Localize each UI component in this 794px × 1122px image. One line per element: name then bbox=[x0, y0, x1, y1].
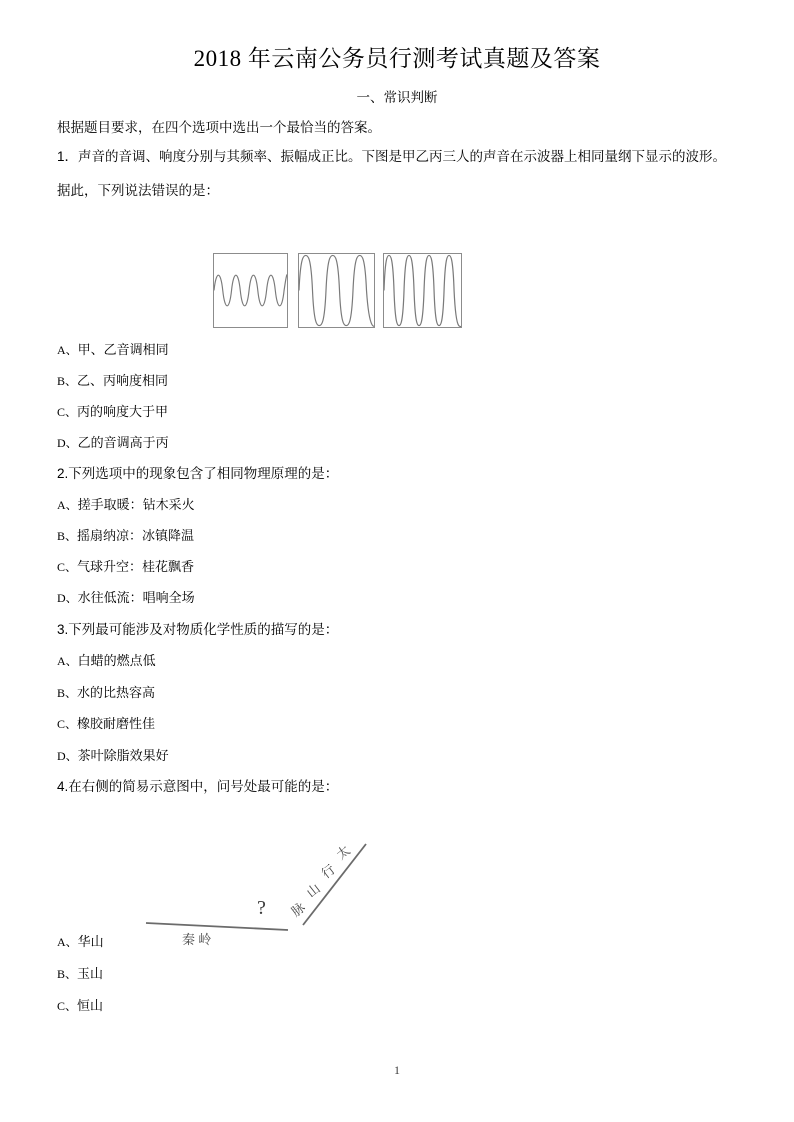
option-key: B、 bbox=[57, 686, 78, 700]
question-3-option-c bbox=[57, 714, 155, 734]
taihang-label-char: 脉 bbox=[288, 899, 308, 920]
waveform-box-bing bbox=[383, 253, 462, 328]
option-key: A、 bbox=[57, 343, 78, 357]
question-2-option-b bbox=[57, 526, 194, 546]
question-1-stem-line-1: 1．声音的音调、响度分别与其频率、振幅成正比。下图是甲乙丙三人的声音在示波器上相同量纲下显示的波形。 bbox=[57, 149, 727, 164]
question-4-option-b bbox=[57, 964, 103, 984]
option-text: 乙、丙响度相同 bbox=[77, 373, 169, 388]
question-1-option-b bbox=[57, 371, 168, 391]
instruction-text: 根据题目要求，在四个选项中选出一个最恰当的答案。 bbox=[57, 120, 381, 135]
option-text: 茶叶除脂效果好 bbox=[77, 748, 169, 763]
question-1-option-d bbox=[57, 433, 169, 453]
question-1-stem-line-2: 据此，下列说法错误的是： bbox=[57, 183, 219, 198]
option-key: B、 bbox=[57, 374, 78, 388]
question-1-option-a bbox=[57, 340, 169, 360]
option-key: C、 bbox=[57, 999, 78, 1013]
option-key: D、 bbox=[57, 591, 78, 605]
question-4-option-c bbox=[57, 996, 103, 1016]
question-3-option-b bbox=[57, 683, 155, 703]
option-text: 摇扇纳凉：冰镇降温 bbox=[77, 528, 195, 543]
document-title: 2018 年云南公务员行测考试真题及答案 bbox=[193, 46, 601, 71]
qinling-line bbox=[146, 923, 288, 930]
question-4-option-a bbox=[57, 932, 104, 952]
option-key: D、 bbox=[57, 436, 78, 450]
option-key: B、 bbox=[57, 967, 78, 981]
question-4-stem: 4.在右侧的简易示意图中，问号处最可能的是： bbox=[57, 779, 339, 794]
option-text: 丙的响度大于甲 bbox=[77, 404, 169, 419]
option-key: A、 bbox=[57, 935, 78, 949]
question-2-stem: 2.下列选项中的现象包含了相同物理原理的是： bbox=[57, 466, 339, 481]
taihang-label-group bbox=[288, 843, 352, 920]
taihang-label-char: 太 bbox=[333, 842, 353, 863]
option-key: B、 bbox=[57, 529, 78, 543]
question-mark-label: ? bbox=[257, 897, 266, 919]
option-text: 搓手取暖：钻木采火 bbox=[77, 497, 195, 512]
mountain-map-figure bbox=[140, 830, 390, 950]
qinling-label: 秦 岭 bbox=[182, 932, 212, 947]
option-text: 白蜡的燃点低 bbox=[77, 653, 156, 668]
waveform-box-jia bbox=[213, 253, 288, 328]
option-key: A、 bbox=[57, 654, 78, 668]
taihang-label-char: 行 bbox=[318, 861, 338, 882]
option-text: 水的比热容高 bbox=[77, 685, 156, 700]
option-text: 恒山 bbox=[77, 998, 104, 1013]
question-2-option-c bbox=[57, 557, 194, 577]
option-text: 水往低流：唱响全场 bbox=[77, 590, 195, 605]
option-key: D、 bbox=[57, 749, 78, 763]
question-2-option-d bbox=[57, 588, 195, 608]
page-number: 1 bbox=[394, 1063, 400, 1077]
option-text: 甲、乙音调相同 bbox=[77, 342, 169, 357]
option-text: 华山 bbox=[77, 934, 104, 949]
waveform-box-yi bbox=[298, 253, 375, 328]
option-key: A、 bbox=[57, 498, 78, 512]
option-key: C、 bbox=[57, 717, 78, 731]
question-3-option-a bbox=[57, 651, 156, 671]
option-text: 玉山 bbox=[77, 966, 104, 981]
question-3-option-d bbox=[57, 746, 169, 766]
option-text: 橡胶耐磨性佳 bbox=[77, 716, 156, 731]
question-3-stem: 3.下列最可能涉及对物质化学性质的描写的是： bbox=[57, 622, 339, 637]
question-2-option-a bbox=[57, 495, 195, 515]
taihang-label-char: 山 bbox=[303, 880, 323, 901]
section-heading: 一、常识判断 bbox=[356, 90, 438, 105]
option-key: C、 bbox=[57, 560, 78, 574]
option-key: C、 bbox=[57, 405, 78, 419]
option-text: 乙的音调高于丙 bbox=[77, 435, 169, 450]
waveform-figure bbox=[205, 245, 475, 340]
option-text: 气球升空：桂花飘香 bbox=[77, 559, 195, 574]
question-1-option-c bbox=[57, 402, 168, 422]
